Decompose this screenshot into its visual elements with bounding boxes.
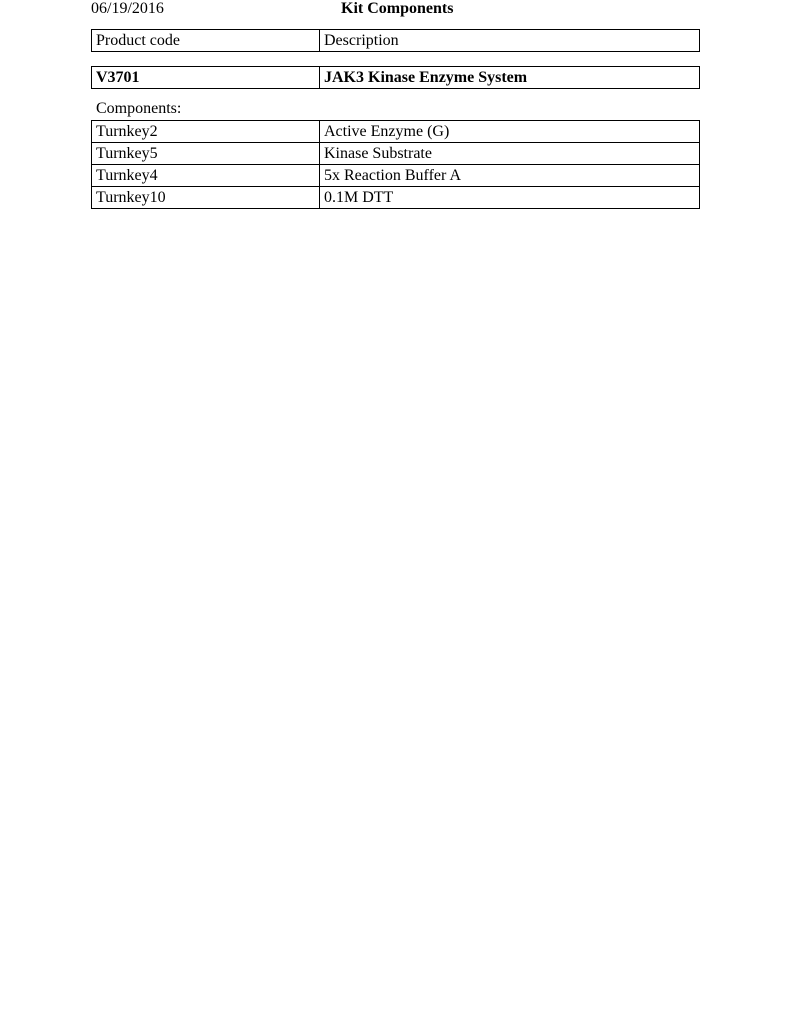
table-row xyxy=(92,187,700,209)
report-date: 06/19/2016 xyxy=(91,0,164,17)
table-row xyxy=(92,121,700,143)
product-code-header: Product code xyxy=(92,30,320,52)
table-header-row xyxy=(92,30,700,52)
component-code: Turnkey10 xyxy=(92,187,320,209)
description-header: Description xyxy=(320,30,700,52)
page-title: Kit Components xyxy=(341,0,454,17)
table-row xyxy=(92,143,700,165)
product-code: V3701 xyxy=(92,67,320,89)
table-row xyxy=(92,165,700,187)
column-header-table xyxy=(91,29,700,52)
component-code: Turnkey4 xyxy=(92,165,320,187)
component-description: Active Enzyme (G) xyxy=(320,121,700,143)
product-row xyxy=(92,67,700,89)
component-code: Turnkey5 xyxy=(92,143,320,165)
components-table xyxy=(91,120,700,209)
component-description: Kinase Substrate xyxy=(320,143,700,165)
component-code: Turnkey2 xyxy=(92,121,320,143)
component-description: 0.1M DTT xyxy=(320,187,700,209)
components-label: Components: xyxy=(96,100,182,117)
product-table xyxy=(91,66,700,89)
product-description: JAK3 Kinase Enzyme System xyxy=(320,67,700,89)
component-description: 5x Reaction Buffer A xyxy=(320,165,700,187)
